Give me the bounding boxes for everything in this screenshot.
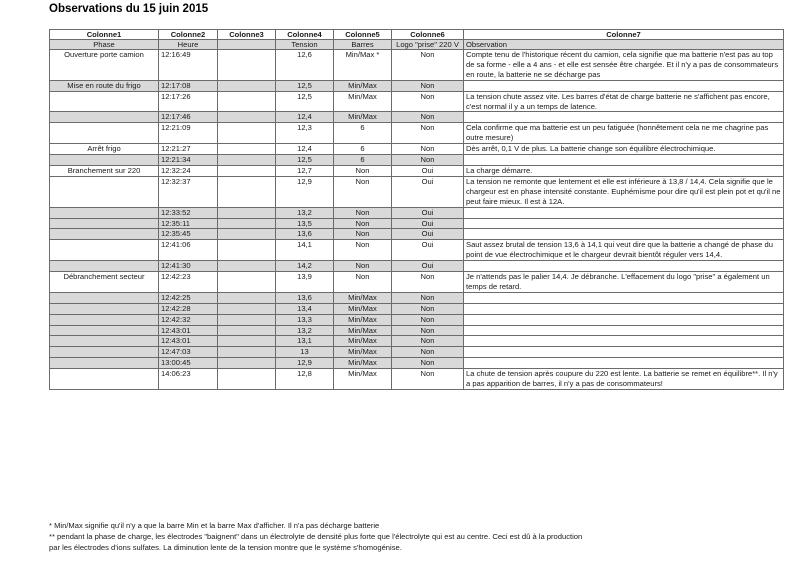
plug-logo-cell: Oui — [392, 207, 464, 218]
time-cell: 12:21:09 — [159, 123, 218, 144]
observation-cell — [464, 261, 784, 272]
voltage-cell: 12,5 — [276, 155, 334, 166]
phase-cell — [50, 358, 159, 369]
table-row — [50, 80, 784, 91]
phase-cell — [50, 347, 159, 358]
observation-cell: Dès arrêt, 0,1 V de plus. La batterie change son équilibre électrochimique. — [464, 144, 784, 155]
observation-cell — [464, 112, 784, 123]
empty-cell — [218, 165, 276, 176]
empty-cell — [218, 358, 276, 369]
bars-cell: Min/Max — [334, 347, 392, 358]
plug-logo-cell: Non — [392, 358, 464, 369]
observation-cell — [464, 155, 784, 166]
empty-cell — [218, 325, 276, 336]
time-cell: 12:17:26 — [159, 91, 218, 112]
phase-cell — [50, 176, 159, 207]
voltage-cell: 13,6 — [276, 229, 334, 240]
empty-cell — [218, 272, 276, 293]
voltage-cell: 13,1 — [276, 336, 334, 347]
plug-logo-cell: Non — [392, 347, 464, 358]
voltage-cell: 13,6 — [276, 292, 334, 303]
time-cell: 12:35:45 — [159, 229, 218, 240]
observation-cell — [464, 347, 784, 358]
empty-cell — [218, 50, 276, 81]
column-subheader: Barres — [334, 40, 392, 50]
empty-cell — [218, 112, 276, 123]
empty-cell — [218, 123, 276, 144]
column-subheader — [218, 40, 276, 50]
bars-cell: Non — [334, 240, 392, 261]
observation-cell — [464, 229, 784, 240]
bars-cell: 6 — [334, 155, 392, 166]
phase-cell — [50, 240, 159, 261]
phase-cell — [50, 91, 159, 112]
empty-cell — [218, 292, 276, 303]
bars-cell: Min/Max — [334, 325, 392, 336]
time-cell: 12:43:01 — [159, 336, 218, 347]
observation-cell: Je n'attends pas le palier 14,4. Je débranche. L'effacement du logo "prise" a également un temps de retard. — [464, 272, 784, 293]
time-cell: 12:32:37 — [159, 176, 218, 207]
phase-cell — [50, 336, 159, 347]
voltage-cell: 12,4 — [276, 112, 334, 123]
table-row — [50, 123, 784, 144]
time-cell: 12:42:32 — [159, 314, 218, 325]
voltage-cell: 13,4 — [276, 303, 334, 314]
table-row — [50, 325, 784, 336]
plug-logo-cell: Non — [392, 314, 464, 325]
empty-cell — [218, 229, 276, 240]
column-header: Colonne6 — [392, 30, 464, 40]
time-cell: 12:33:52 — [159, 207, 218, 218]
voltage-cell: 12,6 — [276, 50, 334, 81]
time-cell: 12:16:49 — [159, 50, 218, 81]
bars-cell: Non — [334, 207, 392, 218]
time-cell: 12:32:24 — [159, 165, 218, 176]
observation-cell — [464, 336, 784, 347]
plug-logo-cell: Non — [392, 144, 464, 155]
observation-cell: La charge démarre. — [464, 165, 784, 176]
column-header: Colonne1 — [50, 30, 159, 40]
phase-cell — [50, 207, 159, 218]
plug-logo-cell: Non — [392, 50, 464, 81]
table-row — [50, 207, 784, 218]
plug-logo-cell: Non — [392, 325, 464, 336]
bars-cell: Min/Max — [334, 80, 392, 91]
phase-cell — [50, 218, 159, 229]
footnote-2-continued: par les électrodes d'ions sulfates. La diminution lente de la tension montre que le système s'homogénise. — [49, 543, 402, 552]
table-row — [50, 347, 784, 358]
phase-cell: Débranchement secteur — [50, 272, 159, 293]
table-row — [50, 369, 784, 390]
time-cell: 12:41:30 — [159, 261, 218, 272]
voltage-cell: 13 — [276, 347, 334, 358]
bars-cell: 6 — [334, 144, 392, 155]
voltage-cell: 13,9 — [276, 272, 334, 293]
empty-cell — [218, 314, 276, 325]
phase-cell — [50, 314, 159, 325]
column-subheader: Tension — [276, 40, 334, 50]
footnote-2: ** pendant la phase de charge, les électrodes "baignent" dans un électrolyte de densité plus forte que l'électrolyte qui est au centre. Ceci est dû à la production — [49, 532, 583, 541]
observation-cell — [464, 303, 784, 314]
table-row — [50, 91, 784, 112]
empty-cell — [218, 240, 276, 261]
time-cell: 12:17:46 — [159, 112, 218, 123]
page-title: Observations du 15 juin 2015 — [49, 3, 209, 15]
time-cell: 13:00:45 — [159, 358, 218, 369]
phase-cell: Arrêt frigo — [50, 144, 159, 155]
subheader-row — [50, 40, 784, 50]
observation-cell — [464, 80, 784, 91]
plug-logo-cell: Oui — [392, 261, 464, 272]
time-cell: 12:21:27 — [159, 144, 218, 155]
observation-cell: La tension chute assez vite. Les barres d'état de charge batterie ne s'affichent pas encore, c'est normal il y a un temps de latence. — [464, 91, 784, 112]
table-row — [50, 336, 784, 347]
plug-logo-cell: Oui — [392, 218, 464, 229]
table-row — [50, 50, 784, 81]
bars-cell: Non — [334, 176, 392, 207]
phase-cell — [50, 155, 159, 166]
phase-cell — [50, 112, 159, 123]
empty-cell — [218, 80, 276, 91]
phase-cell — [50, 325, 159, 336]
empty-cell — [218, 155, 276, 166]
header-row — [50, 30, 784, 40]
bars-cell: Non — [334, 165, 392, 176]
bars-cell: 6 — [334, 123, 392, 144]
voltage-cell: 12,7 — [276, 165, 334, 176]
plug-logo-cell: Non — [392, 123, 464, 144]
column-header: Colonne7 — [464, 30, 784, 40]
phase-cell: Ouverture porte camion — [50, 50, 159, 81]
voltage-cell: 13,3 — [276, 314, 334, 325]
voltage-cell: 13,2 — [276, 325, 334, 336]
column-header: Colonne2 — [159, 30, 218, 40]
empty-cell — [218, 336, 276, 347]
observation-cell: Cela confirme que ma batterie est un peu fatiguée (honnêtement cela ne me chagrine pas outre mesure) — [464, 123, 784, 144]
footnote-1: * Min/Max signifie qu'il n'y a que la barre Min et la barre Max d'afficher. Il n'a pas décharge batterie — [49, 521, 380, 530]
voltage-cell: 14,2 — [276, 261, 334, 272]
table-row — [50, 303, 784, 314]
voltage-cell: 12,8 — [276, 369, 334, 390]
phase-cell — [50, 261, 159, 272]
bars-cell: Min/Max — [334, 91, 392, 112]
phase-cell: Mise en route du frigo — [50, 80, 159, 91]
plug-logo-cell: Oui — [392, 240, 464, 261]
table-row — [50, 155, 784, 166]
voltage-cell: 12,5 — [276, 80, 334, 91]
voltage-cell: 12,3 — [276, 123, 334, 144]
footnotes — [49, 520, 582, 553]
empty-cell — [218, 218, 276, 229]
voltage-cell: 14,1 — [276, 240, 334, 261]
empty-cell — [218, 303, 276, 314]
time-cell: 14:06:23 — [159, 369, 218, 390]
plug-logo-cell: Non — [392, 303, 464, 314]
column-subheader: Observation — [464, 40, 784, 50]
plug-logo-cell: Non — [392, 292, 464, 303]
empty-cell — [218, 369, 276, 390]
observation-cell: La tension ne remonte que lentement et elle est inférieure à 13,8 / 14,4. Cela signifie que le chargeur est en phase intensité constante. Euphémisme pour dire qu'il est plein pot et qu'il ne peut faire mieux. Il est à 12A. — [464, 176, 784, 207]
bars-cell: Min/Max — [334, 314, 392, 325]
voltage-cell: 13,5 — [276, 218, 334, 229]
table-row — [50, 314, 784, 325]
phase-cell: Branchement sur 220 — [50, 165, 159, 176]
column-header: Colonne3 — [218, 30, 276, 40]
plug-logo-cell: Non — [392, 112, 464, 123]
table-row — [50, 272, 784, 293]
voltage-cell: 12,5 — [276, 91, 334, 112]
time-cell: 12:41:06 — [159, 240, 218, 261]
column-header: Colonne5 — [334, 30, 392, 40]
empty-cell — [218, 91, 276, 112]
bars-cell: Non — [334, 272, 392, 293]
column-subheader: Phase — [50, 40, 159, 50]
bars-cell: Min/Max — [334, 292, 392, 303]
time-cell: 12:42:23 — [159, 272, 218, 293]
bars-cell: Non — [334, 229, 392, 240]
plug-logo-cell: Non — [392, 80, 464, 91]
table-row — [50, 218, 784, 229]
observation-cell — [464, 314, 784, 325]
observation-cell — [464, 358, 784, 369]
voltage-cell: 12,9 — [276, 358, 334, 369]
empty-cell — [218, 207, 276, 218]
observation-cell — [464, 292, 784, 303]
table-row — [50, 144, 784, 155]
observation-cell: Saut assez brutal de tension 13,6 à 14,1 qui veut dire que la batterie a changé de phase du point de vue électrochimique et le chargeur devrait bientôt réguler vers 14,4. — [464, 240, 784, 261]
table-row — [50, 112, 784, 123]
empty-cell — [218, 144, 276, 155]
observation-cell — [464, 207, 784, 218]
table-row — [50, 165, 784, 176]
plug-logo-cell: Non — [392, 91, 464, 112]
empty-cell — [218, 347, 276, 358]
observation-cell: La chute de tension après coupure du 220 est lente. La batterie se remet en équilibre**. Il n'y a pas apparition de barres, il n'y a pas de consommateurs! — [464, 369, 784, 390]
plug-logo-cell: Non — [392, 155, 464, 166]
plug-logo-cell: Non — [392, 272, 464, 293]
plug-logo-cell: Oui — [392, 176, 464, 207]
phase-cell — [50, 303, 159, 314]
voltage-cell: 12,9 — [276, 176, 334, 207]
table-row — [50, 358, 784, 369]
phase-cell — [50, 292, 159, 303]
table-row — [50, 229, 784, 240]
bars-cell: Min/Max — [334, 303, 392, 314]
table-row — [50, 176, 784, 207]
time-cell: 12:21:34 — [159, 155, 218, 166]
plug-logo-cell: Non — [392, 336, 464, 347]
bars-cell: Min/Max — [334, 336, 392, 347]
time-cell: 12:42:28 — [159, 303, 218, 314]
table-row — [50, 240, 784, 261]
bars-cell: Min/Max — [334, 369, 392, 390]
column-subheader: Heure — [159, 40, 218, 50]
observation-cell — [464, 325, 784, 336]
bars-cell: Min/Max — [334, 112, 392, 123]
observation-cell — [464, 218, 784, 229]
empty-cell — [218, 261, 276, 272]
table-row — [50, 292, 784, 303]
empty-cell — [218, 176, 276, 207]
time-cell: 12:35:11 — [159, 218, 218, 229]
plug-logo-cell: Oui — [392, 229, 464, 240]
plug-logo-cell: Non — [392, 369, 464, 390]
column-subheader: Logo "prise" 220 V — [392, 40, 464, 50]
time-cell: 12:42:25 — [159, 292, 218, 303]
bars-cell: Min/Max — [334, 358, 392, 369]
bars-cell: Non — [334, 261, 392, 272]
phase-cell — [50, 229, 159, 240]
voltage-cell: 12,4 — [276, 144, 334, 155]
time-cell: 12:47:03 — [159, 347, 218, 358]
plug-logo-cell: Oui — [392, 165, 464, 176]
time-cell: 12:43:01 — [159, 325, 218, 336]
voltage-cell: 13,2 — [276, 207, 334, 218]
table-row — [50, 261, 784, 272]
bars-cell: Min/Max * — [334, 50, 392, 81]
observations-table — [49, 29, 784, 390]
phase-cell — [50, 369, 159, 390]
column-header: Colonne4 — [276, 30, 334, 40]
bars-cell: Non — [334, 218, 392, 229]
time-cell: 12:17:08 — [159, 80, 218, 91]
phase-cell — [50, 123, 159, 144]
observation-cell: Compte tenu de l'historique récent du camion, cela signifie que ma batterie n'est pas au top de sa forme - elle a 4 ans - et elle est sensée être chargée. Et il n'y a pas de consommateurs en route, la batterie ne se décharge pas — [464, 50, 784, 81]
